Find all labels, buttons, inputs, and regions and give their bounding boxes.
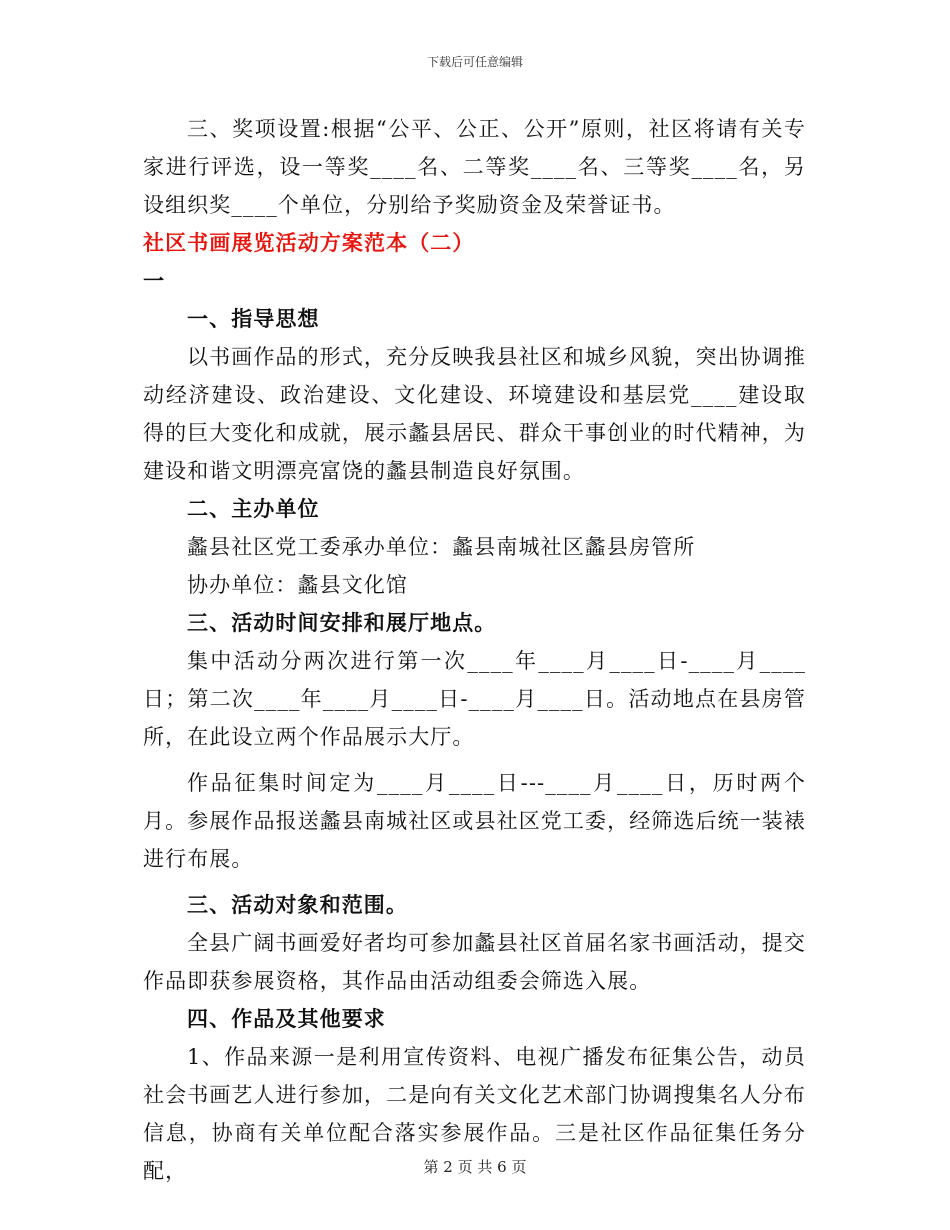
page-header-note: 下载后可任意编辑 [426,55,523,69]
organizer-line: 蠡县社区党工委承办单位：蠡县南城社区蠡县房管所 [187,535,696,559]
co-organizer-line: 协办单位：蠡县文化馆 [187,573,408,597]
awards-paragraph: 三、奖项设置:根据“公平、公正、公开”原则，社区将请有关专家进行评选，设一等奖____名、二等奖____名、三等奖____名，另设组织奖____个单位，分别给予奖励资金及荣誉证书。 [143,117,806,217]
section-heading-schedule: 三、活动时间安排和展厅地点。 [187,610,497,635]
document-body [143,110,806,1190]
schedule-paragraph: 集中活动分两次进行第一次____年____月____日-____月____日；第二次____年____月____日-____月____日。活动地点在县房管所，在此设立两个作品展示大厅。 [143,649,806,749]
section-heading-requirements: 四、作品及其他要求 [187,1006,386,1031]
section-heading-participants: 三、活动对象和范围。 [187,892,408,917]
section-dash: 一 [143,268,166,293]
collection-period-paragraph: 作品征集时间定为____月____日---____月____日，历时两个月。参展作品报送蠡县南城社区或县社区党工委，经筛选后统一装裱进行布展。 [143,771,806,871]
section-heading-guiding-thought: 一、指导思想 [187,306,320,331]
requirements-paragraph: 1、作品来源一是利用宣传资料、电视广播发布征集公告，动员社会书画艺人进行参加，二是向有关文化艺术部门协调搜集名人分布信息，协商有关单位配合落实参展作品。三是社区作品征集任务分配， [143,1045,806,1183]
section-heading-organizer: 二、主办单位 [187,496,320,521]
guiding-thought-paragraph: 以书画作品的形式，充分反映我县社区和城乡风貌，突出协调推动经济建设、政治建设、文化建设、环境建设和基层党____建设取得的巨大变化和成就，展示蠡县居民、群众干事创业的时代精神，为建设和谐文明漂亮富饶的蠡县制造良好氛围。 [143,345,806,483]
participants-paragraph: 全县广阔书画爱好者均可参加蠡县社区首届名家书画活动，提交作品即获参展资格，其作品由活动组委会筛选入展。 [143,931,806,993]
document-title: 社区书画展览活动方案范本（二） [143,230,475,255]
page-number-footer: 第 2 页 共 6 页 [423,1158,527,1176]
